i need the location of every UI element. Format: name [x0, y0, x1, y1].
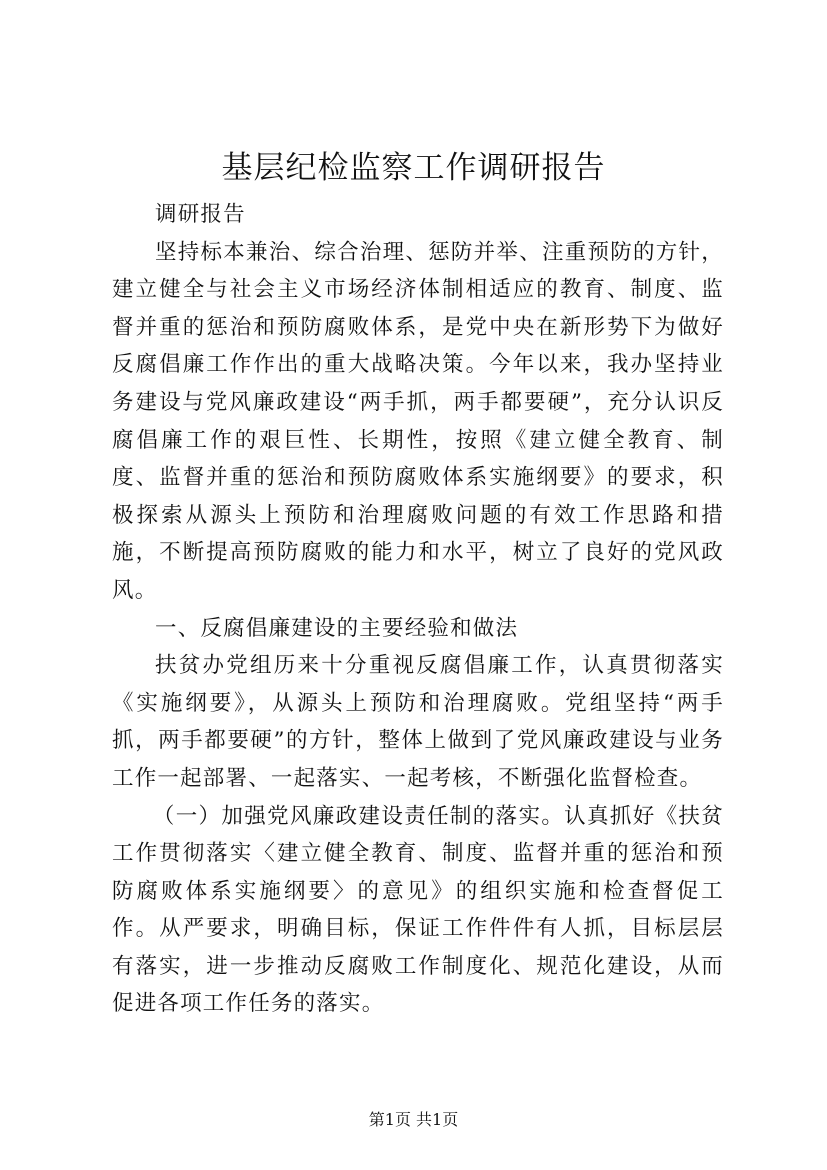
document-body: [112, 196, 724, 1023]
paragraph-intro: 坚持标本兼治、综合治理、惩防并举、注重预防的方针，建立健全与社会主义市场经济体制相适应的教育、制度、监督并重的惩治和预防腐败体系，是党中央在新形势下为做好反腐倡廉工作作出的重大战略决策。今年以来，我办坚持业务建设与党风廉政建设“两手抓，两手都要硬”，充分认识反腐倡廉工作的艰巨性、长期性，按照《建立健全教育、制度、监督并重的惩治和预防腐败体系实施纲要》的要求，积极探索从源头上预防和治理腐败问题的有效工作思路和措施，不断提高预防腐败的能力和水平，树立了良好的党风政风。: [112, 239, 724, 603]
page-number-footer: 第1页 共1页: [368, 1110, 459, 1129]
report-subtitle: 调研报告: [155, 202, 246, 227]
section-heading: 一、反腐倡廉建设的主要经验和做法: [155, 615, 519, 641]
page-title: 基层纪检监察工作调研报告: [221, 150, 606, 186]
paragraph-experience: 扶贫办党组历来十分重视反腐倡廉工作，认真贯彻落实《实施纲要》，从源头上预防和治理腐败。党组坚持“两手抓，两手都要硬”的方针，整体上做到了党风廉政建设与业务工作一起部署、一起落实、一起考核，不断强化监督检查。: [112, 653, 724, 791]
paragraph-responsibility: （一）加强党风廉政建设责任制的落实。认真抓好《扶贫工作贯彻落实〈建立健全教育、制度、监督并重的惩治和预防腐败体系实施纲要〉的意见》的组织实施和检查督促工作。从严要求，明确目标，保证工作件件有人抓，目标层层有落实，进一步推动反腐败工作制度化、规范化建设，从而促进各项工作任务的落实。: [112, 803, 724, 1017]
